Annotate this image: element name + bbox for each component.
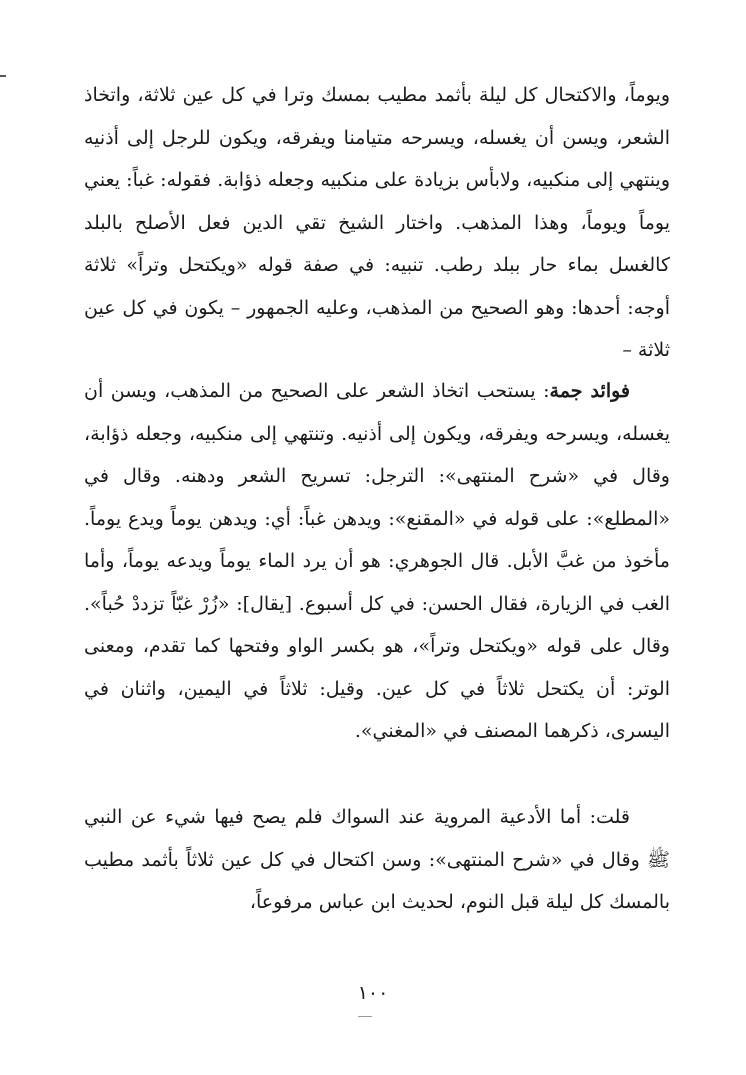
paragraph-2-lead: فوائد جمة [549,380,630,402]
paragraph-2-body: : يستحب اتخاذ الشعر على الصحيح من المذهب، ويسن أن يغسله، ويسرحه ويفرقه، ويكون إلى أذنيه. وتنتهي إلى منكبيه، وجعله ذؤابة، وقال في «شرح المنتهى»: الترجل: تسريح الشعر ودهنه. وقال في «المطلع»: على قوله في «المقنع»: ويدهن غباً: أي: ويدهن يوماً ويدع يوماً. مأخوذ من غبَّ الأبل. قال الجوهري: هو أن يرد الماء يوماً ويدعه يوماً، وأما الغب في الزيارة، فقال الحسن: في كل أسبوع. [يقال]: «زُرْ غبّاً تزددْ حُباً». وقال على قوله «ويكتحل وتراً»، هو بكسر الواو وفتحها كما تقدم، ومعنى الوتر: أن يكتحل ثلاثاً في كل عين. وقيل: ثلاثاً في اليمين، واثنان في اليسرى، ذكرهما المصنف في «المغني». [84,380,670,742]
page-edge-mark [0,75,6,77]
paragraph-2 [84,370,670,753]
paragraph-3: قلت: أما الأدعية المروية عند السواك فلم يصح فيها شيء عن النبي ﷺ وقال في «شرح المنتهى»: وسن اكتحال في كل عين ثلاثاً بأثمد مطيب بالمسك كل ليلة قبل النوم، لحديث ابن عباس مرفوعاً، [84,806,670,913]
paragraph-1: ويوماً، والاكتحال كل ليلة بأثمد مطيب بمسك وترا في كل عين ثلاثة، واتخاذ الشعر، ويسن أن يغسله، ويسرحه متيامنا ويفرقه، ويكون للرجل إلى أذنيه وينتهي إلى منكبيه، ولابأس بزيادة على منكبيه وجعله ذؤابة. فقوله: غباً: يعني يوماً ويوماً، وهذا المذهب. واختار الشيخ تقي الدين فعل الأصلح بالبلد كالغسل بماء حار ببلد رطب. تنبيه: في صفة قوله «ويكتحل وتراً» ثلاثة أوجه: أحدها: وهو الصحيح من المذهب، وعليه الجمهور – يكون في كل عين ثلاثة – [84,84,670,361]
page-number-underline [358,1016,372,1017]
page-number: ١٠٠ [357,982,389,1004]
